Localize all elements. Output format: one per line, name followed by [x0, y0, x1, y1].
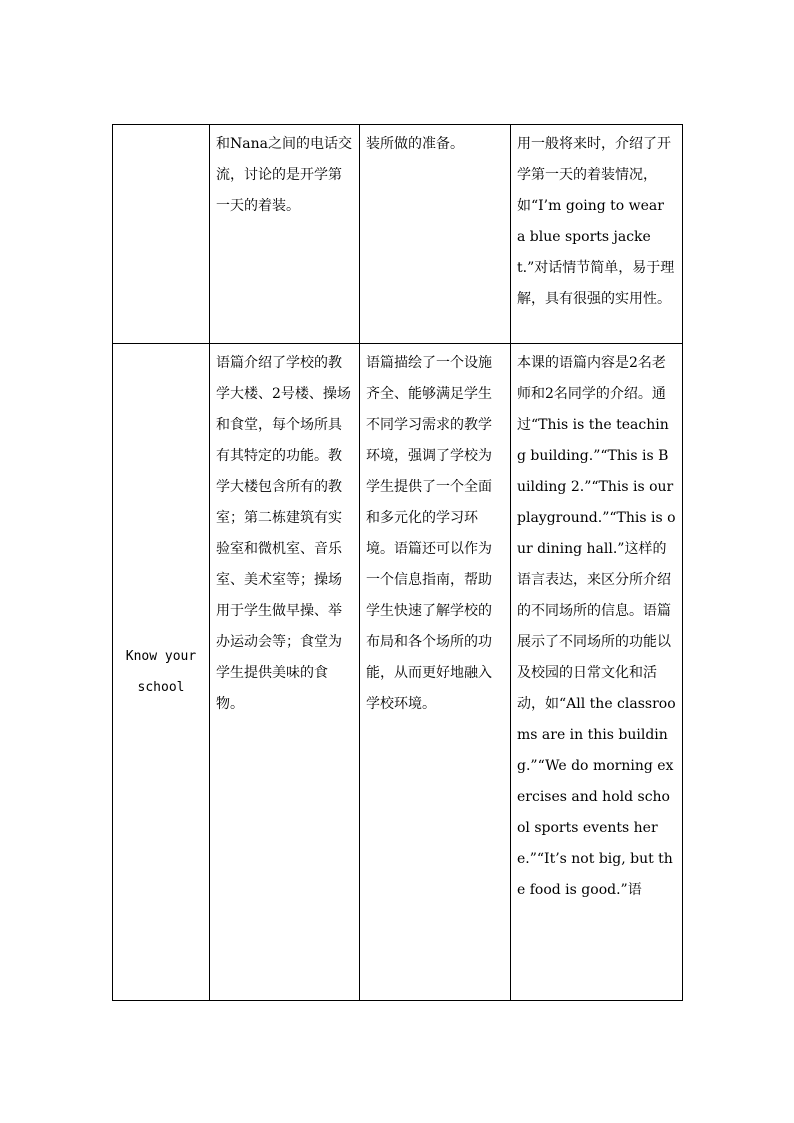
lesson-name-cell [113, 125, 210, 344]
how-cell: 用一般将来时，介绍了开学第一天的着装情况，如“I’m going to wear a blue sports jacket.”对话情节简单，易于理解，具有很强的实用性。 [511, 125, 683, 344]
what-cell: 和Nana之间的电话交流，讨论的是开学第一天的着装。 [210, 125, 360, 344]
lesson-name-cell: Know your school [113, 344, 210, 1001]
analysis-table [112, 124, 683, 1001]
why-cell: 装所做的准备。 [360, 125, 511, 344]
how-cell: 本课的语篇内容是2名老师和2名同学的介绍。通过“This is the teaching building.”“This is Building 2.”“This is our playground.”“This is our dining hall.”这样的语言表达，来区分所介绍的不同场所的信息。语篇展示了不同场所的功能以及校园的日常文化和活动，如“All the classrooms are in this building.”“We do morning exercises and hold school sports events here.”“It’s not big, but the food is good.”语 [511, 344, 683, 1001]
table-row [113, 125, 683, 344]
table-row [113, 344, 683, 1001]
why-cell: 语篇描绘了一个设施齐全、能够满足学生不同学习需求的教学环境，强调了学校为学生提供了一个全面和多元化的学习环境。语篇还可以作为一个信息指南，帮助学生快速了解学校的布局和各个场所的功能，从而更好地融入学校环境。 [360, 344, 511, 1001]
what-cell: 语篇介绍了学校的教学大楼、2号楼、操场和食堂，每个场所具有其特定的功能。教学大楼包含所有的教室；第二栋建筑有实验室和微机室、音乐室、美术室等；操场用于学生做早操、举办运动会等；食堂为学生提供美味的食物。 [210, 344, 360, 1001]
